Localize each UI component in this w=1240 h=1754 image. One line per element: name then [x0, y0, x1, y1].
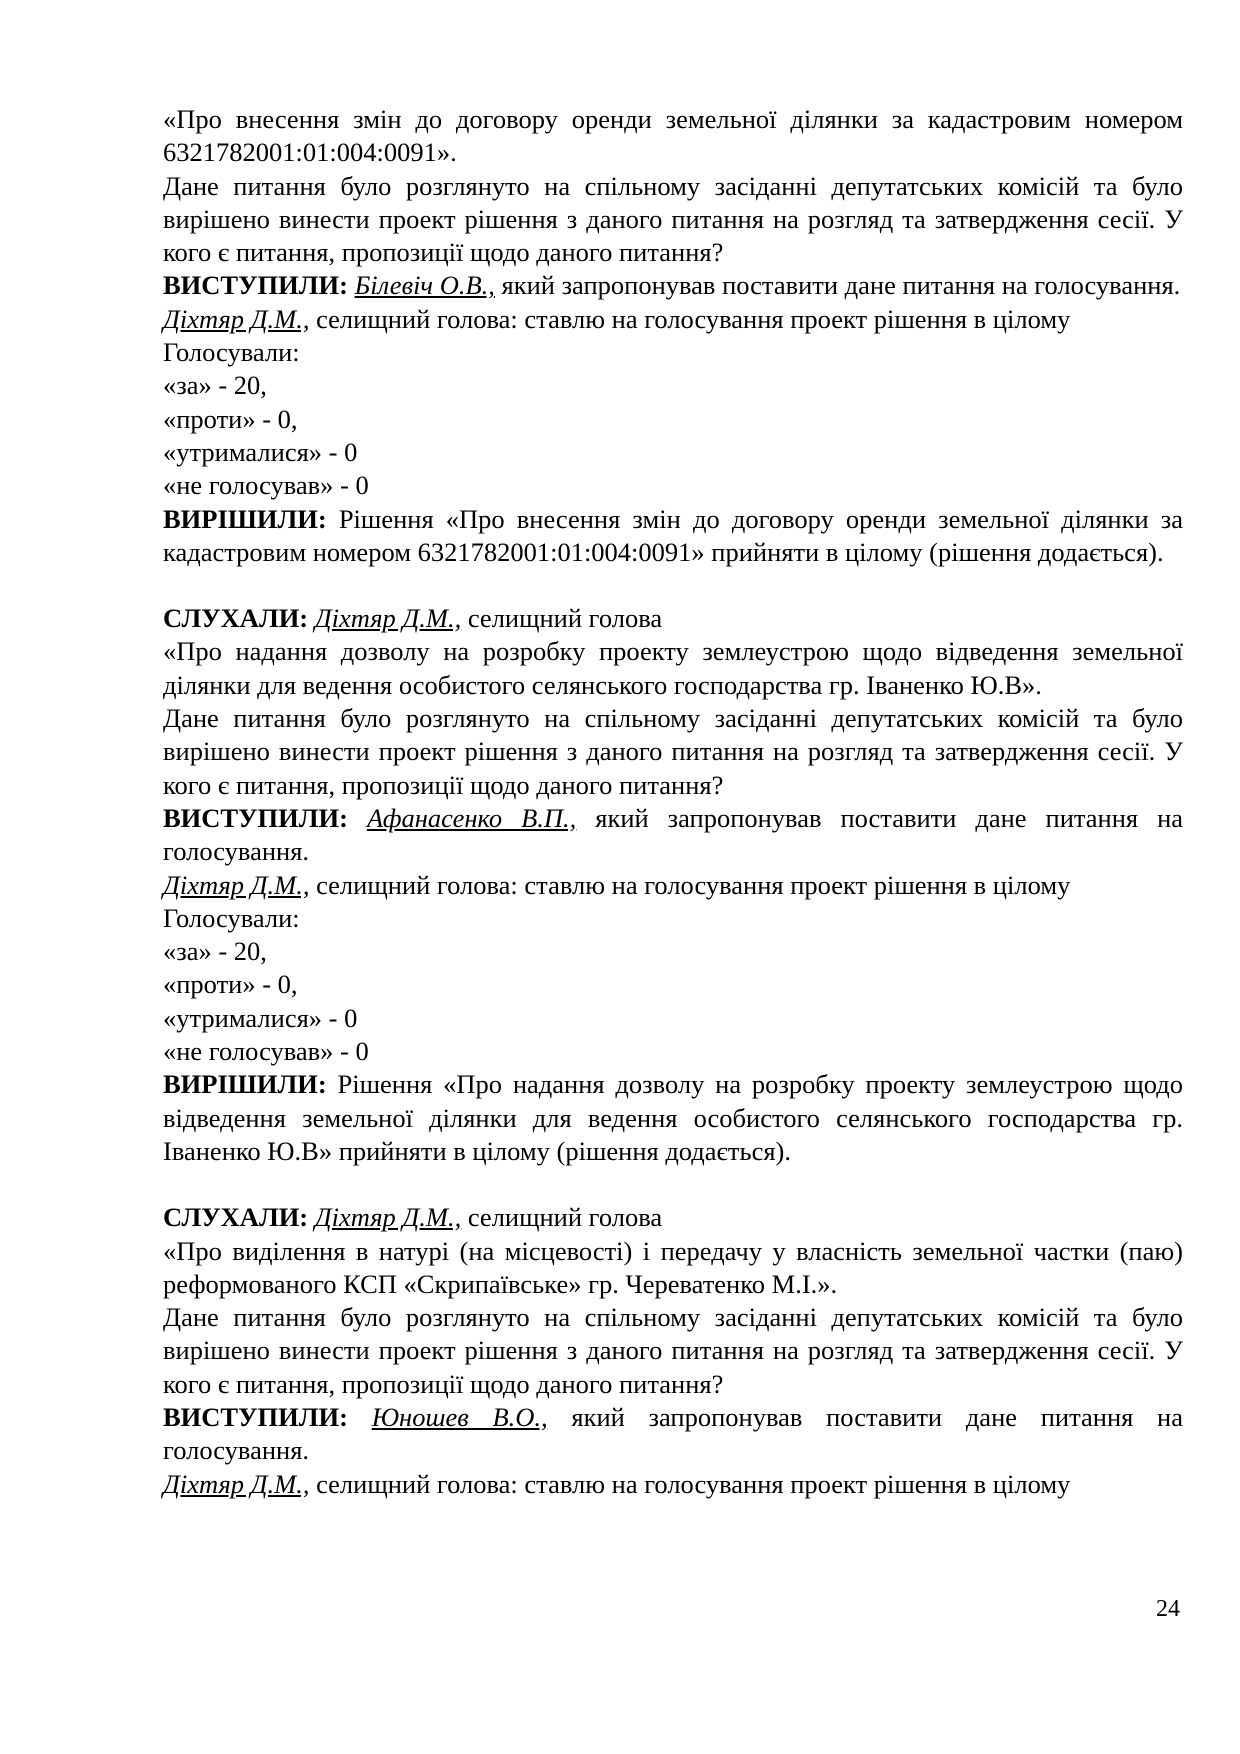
- section-gap: [163, 569, 1183, 602]
- question-1-chair: [163, 303, 1183, 336]
- question-2-spoke: [163, 802, 1183, 869]
- document-body: [163, 103, 1183, 1501]
- question-2-decided: [163, 1068, 1183, 1168]
- vote-for: «за» - 20,: [163, 936, 267, 967]
- chair-name: Діхтяр Д.М.,: [163, 1468, 310, 1499]
- chair-text: селищний голова: ставлю на голосування проект рішення в цілому: [309, 303, 1071, 334]
- question-2-intro: Дане питання було розглянуто на спільному засіданні депутатських комісій та було вирішено винести проект рішення з даного питання на розгляд та затвердження сесії. У кого є питання, пропозиції щодо даного питання?: [163, 703, 1183, 800]
- vote-against: «проти» - 0,: [163, 403, 298, 434]
- question-1-intro: Дане питання було розглянуто на спільному засіданні депутатських комісій та було вирішено винести проект рішення з даного питання на розгляд та затвердження сесії. У кого є питання, пропозиції щодо даного питання?: [163, 170, 1183, 268]
- page-number: 24: [1156, 1596, 1180, 1622]
- spoke-label: ВИСТУПИЛИ:: [163, 802, 348, 833]
- spoke-text: який запропонував поставити дане питання на голосування.: [494, 270, 1181, 301]
- speaker-name: Юношев В.О.,: [371, 1401, 548, 1432]
- voted-label: Голосували:: [163, 337, 300, 368]
- heard-text: селищний голова: [461, 1202, 663, 1233]
- question-1-title: «Про внесення змін до договору оренди земельної ділянки за кадастровим номером 6321782001:01:004:0091».: [163, 104, 1183, 168]
- vote-novote: «не голосував» - 0: [163, 470, 369, 501]
- vote-against: «проти» - 0,: [163, 969, 298, 1000]
- heard-label: СЛУХАЛИ:: [163, 603, 309, 634]
- vote-abstain: «утрималися» - 0: [163, 436, 358, 467]
- section-gap: [163, 1168, 1183, 1201]
- spoke-text: який запропонував поставити дане питання на голосування.: [163, 1401, 1183, 1466]
- vote-for: «за» - 20,: [163, 370, 267, 401]
- decided-text: Рішення «Про надання дозволу на розробку проекту землеустрою щодо відведення земельної ділянки для ведення особистого селянського господарства гр. Іваненко Ю.В» прийняти в цілому (рішення додається).: [163, 1069, 1183, 1166]
- spoke-label: ВИСТУПИЛИ:: [163, 270, 348, 301]
- vote-novote: «не голосував» - 0: [163, 1036, 369, 1067]
- spoke-text: який запропонував поставити дане питання на голосування.: [163, 802, 1184, 867]
- decided-label: ВИРІШИЛИ:: [163, 503, 327, 534]
- heard-text: селищний голова: [461, 603, 663, 634]
- question-2-title: «Про надання дозволу на розробку проекту землеустрою щодо відведення земельної ділянки для ведення особистого селянського господарства гр. Іваненко Ю.В».: [163, 636, 1183, 700]
- decided-label: ВИРІШИЛИ:: [163, 1069, 327, 1100]
- speaker-name: Білевіч О.В.,: [354, 270, 495, 301]
- chair-text: селищний голова: ставлю на голосування проект рішення в цілому: [309, 1468, 1071, 1499]
- voted-label: Голосували:: [163, 902, 300, 933]
- question-1-decided: [163, 503, 1183, 570]
- chair-name: Діхтяр Д.М.,: [163, 869, 310, 900]
- question-2-chair: [163, 869, 1183, 902]
- question-3-heard: [163, 1201, 1183, 1234]
- question-3-chair: [163, 1468, 1183, 1501]
- question-3-title: «Про виділення в натурі (на місцевості) і передачу у власність земельної частки (паю) реформованого КСП «Скрипаївське» гр. Череватенко М.І.».: [163, 1235, 1183, 1299]
- question-1-spoke: [163, 269, 1183, 302]
- vote-abstain: «утрималися» - 0: [163, 1002, 358, 1033]
- spoke-label: ВИСТУПИЛИ:: [163, 1401, 348, 1432]
- speaker-name: Афанасенко В.П.,: [366, 802, 577, 833]
- chair-name: Діхтяр Д.М.,: [163, 303, 310, 334]
- question-3-spoke: [163, 1401, 1183, 1468]
- heard-name: Діхтяр Д.М.,: [314, 603, 462, 634]
- heard-label: СЛУХАЛИ:: [163, 1202, 309, 1233]
- chair-text: селищний голова: ставлю на голосування проект рішення в цілому: [309, 869, 1071, 900]
- question-3-intro: Дане питання було розглянуто на спільному засіданні депутатських комісій та було вирішено винести проект рішення з даного питання на розгляд та затвердження сесії. У кого є питання, пропозиції щодо даного питання?: [163, 1302, 1183, 1399]
- question-2-heard: [163, 602, 1183, 635]
- decided-text: Рішення «Про внесення змін до договору оренди земельної ділянки за кадастровим номером 6321782001:01:004:0091» прийняти в цілому (рішення додається).: [163, 503, 1183, 567]
- heard-name: Діхтяр Д.М.,: [314, 1202, 462, 1233]
